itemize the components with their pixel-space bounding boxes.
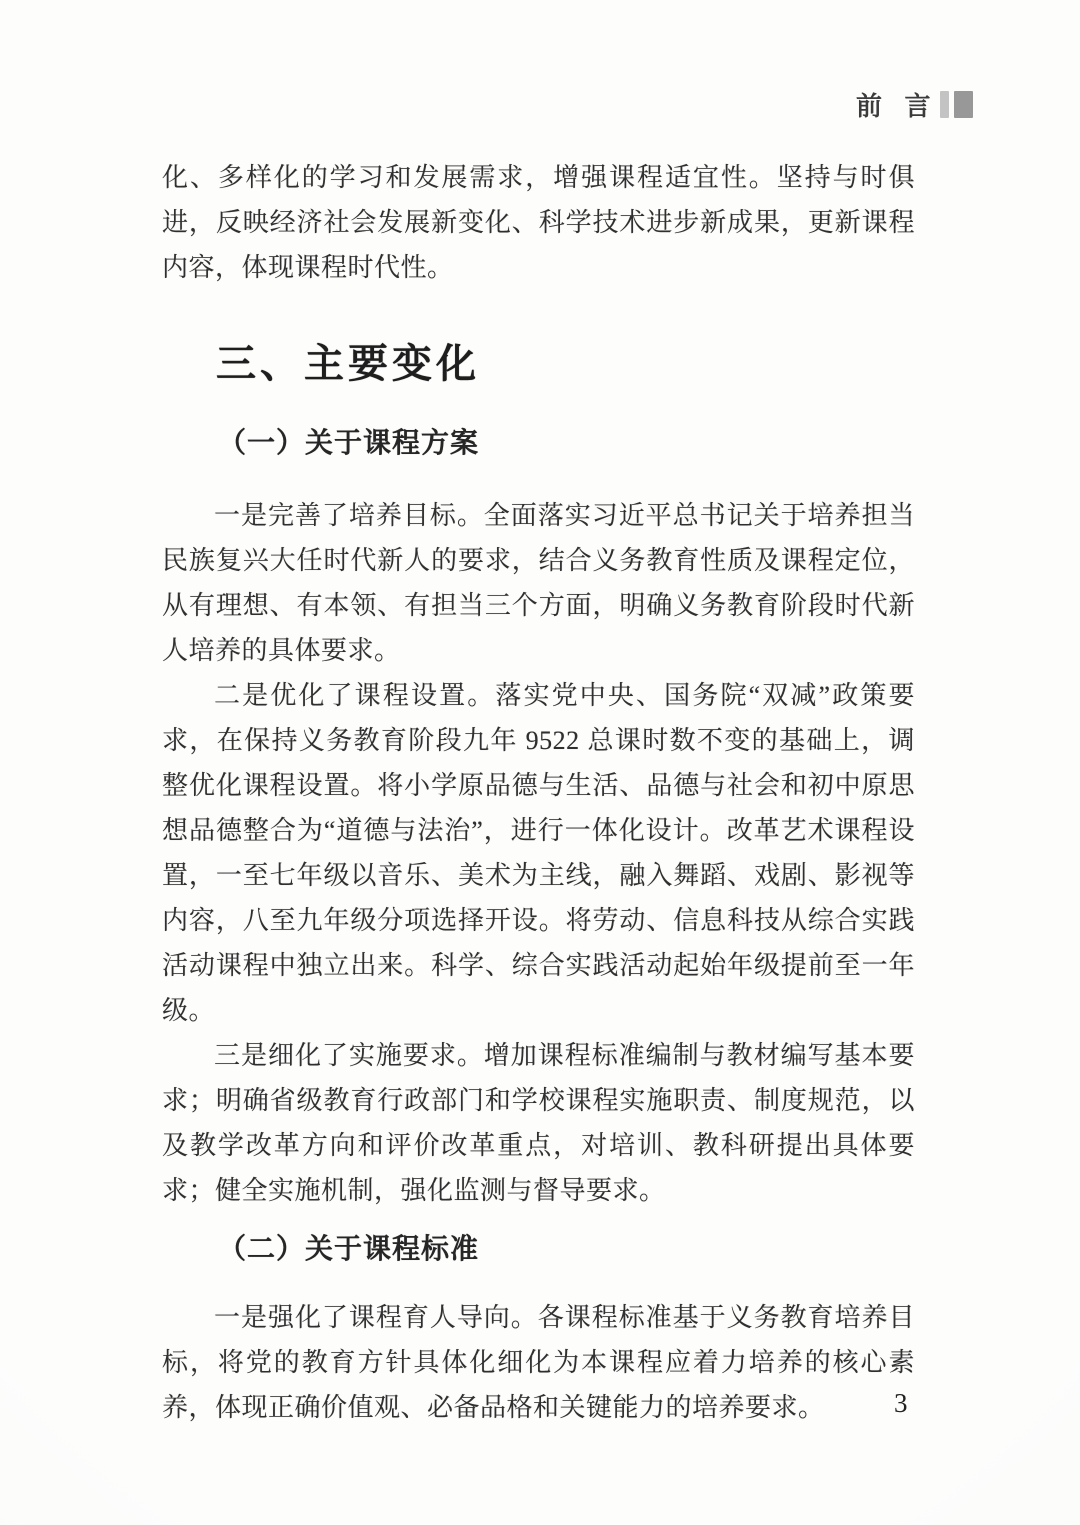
paragraph-training-goals: 一是完善了培养目标。全面落实习近平总书记关于培养担当民族复兴大任时代新人的要求，结合义务教育性质及课程定位，从有理想、有本领、有担当三个方面，明确义务教育阶段时代新人培养的具体要求。	[162, 501, 915, 665]
header-bar-dark	[954, 91, 973, 118]
paragraph-implementation-requirements: 三是细化了实施要求。增加课程标准编制与教材编写基本要求；明确省级教育行政部门和学校课程实施职责、制度规范，以及教学改革方向和评价改革重点，对培训、教科研提出具体要求；健全实施机制，强化监测与督导要求。	[162, 1041, 915, 1205]
header-bar-light	[940, 91, 949, 118]
page-number: 3	[894, 1388, 908, 1418]
running-header	[856, 86, 973, 123]
paragraph-course-setup: 二是优化了课程设置。落实党中央、国务院“双减”政策要求，在保持义务教育阶段九年 9522 总课时数不变的基础上，调整优化课程设置。将小学原品德与生活、品德与社会和初中原思想品德整合为“道德与法治”，进行一体化设计。改革艺术课程设置，一至七年级以音乐、美术为主线，融入舞蹈、戏剧、影视等内容，八至九年级分项选择开设。将劳动、信息科技从综合实践活动课程中独立出来。科学、综合实践活动起始年级提前至一年级。	[162, 681, 915, 1025]
subsection-heading-curriculum-standards: （二）关于课程标准	[218, 1233, 480, 1264]
running-header-title: 前 言	[856, 92, 932, 121]
intro-paragraph: 化、多样化的学习和发展需求，增强课程适宜性。坚持与时俱进，反映经济社会发展新变化、科学技术进步新成果，更新课程内容，体现课程时代性。	[162, 163, 915, 282]
page-body	[162, 155, 915, 1430]
subsection-heading-curriculum-plan: （一）关于课程方案	[218, 427, 480, 458]
section-heading-main-changes: 三、主要变化	[216, 341, 480, 386]
paragraph-education-orientation: 一是强化了课程育人导向。各课程标准基于义务教育培养目标，将党的教育方针具体化细化为本课程应着力培养的核心素养，体现正确价值观、必备品格和关键能力的培养要求。	[162, 1303, 915, 1422]
